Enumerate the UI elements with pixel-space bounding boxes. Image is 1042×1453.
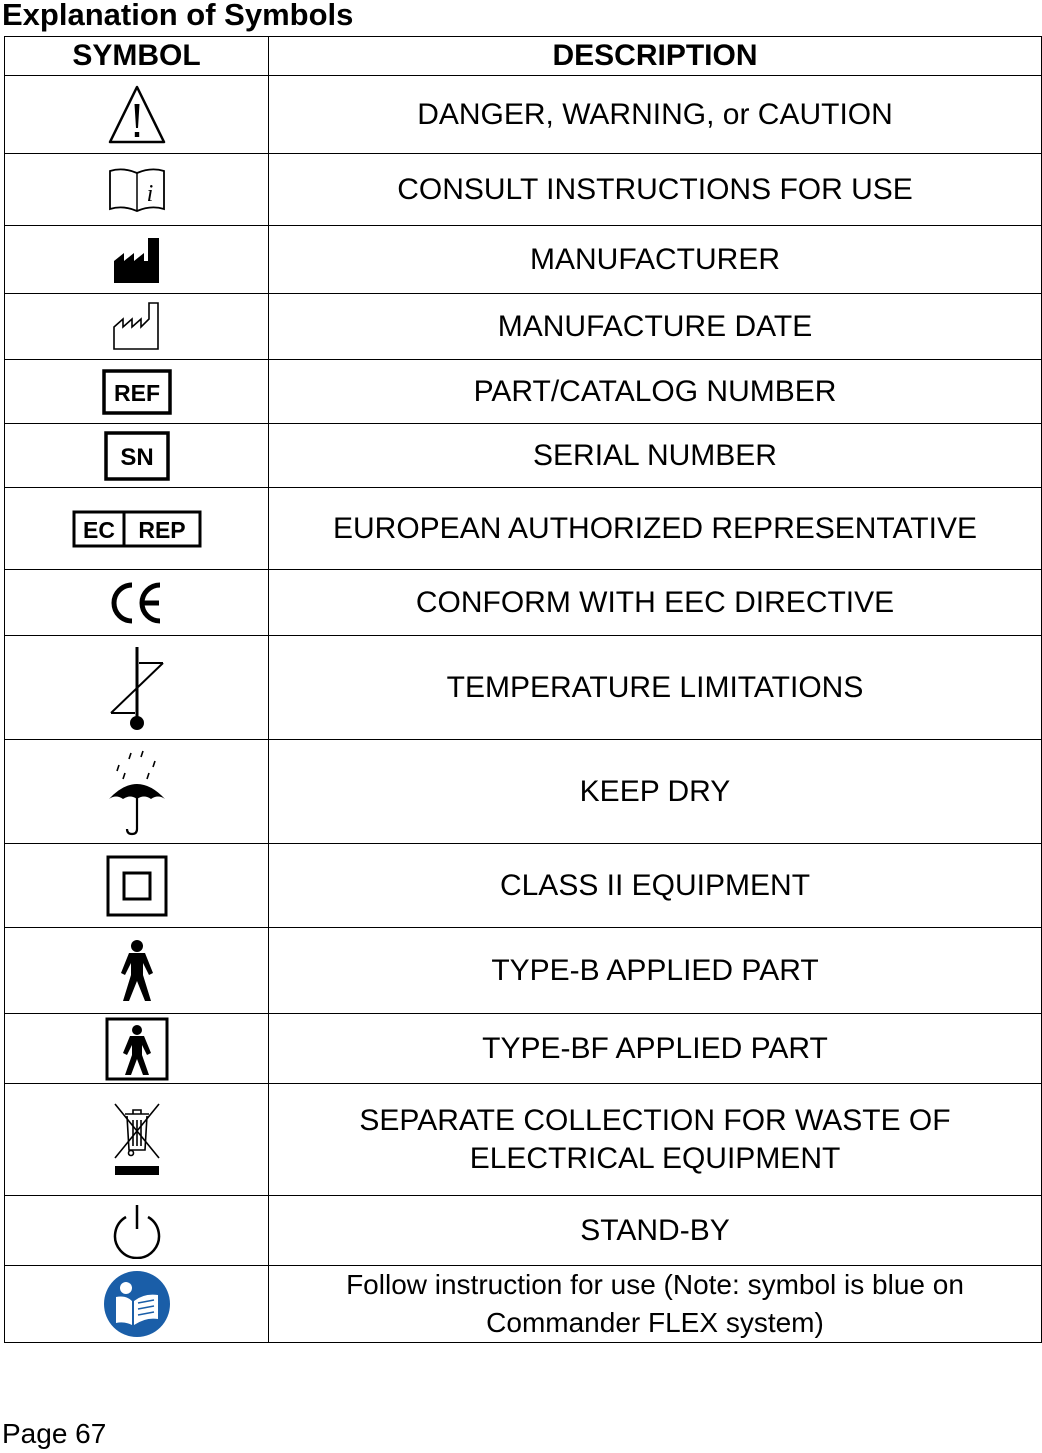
sn-icon	[104, 431, 170, 481]
warning-triangle-icon	[107, 84, 167, 146]
description-line: ELECTRICAL EQUIPMENT	[469, 1141, 841, 1175]
description-line: Commander FLEX system)	[486, 1307, 824, 1338]
description-cell	[269, 1084, 1042, 1196]
symbol-column-header: SYMBOL	[5, 37, 269, 76]
table-row	[5, 570, 1042, 636]
table-row	[5, 424, 1042, 488]
table-row	[5, 1196, 1042, 1266]
consult-instructions-icon	[107, 167, 167, 213]
table-row	[5, 154, 1042, 226]
description-cell: EUROPEAN AUTHORIZED REPRESENTATIVE	[269, 488, 1042, 570]
description-column-header: DESCRIPTION	[269, 37, 1042, 76]
description-cell	[269, 1266, 1042, 1343]
person-icon	[115, 939, 159, 1003]
table-row	[5, 294, 1042, 360]
table-row	[5, 360, 1042, 424]
ce-mark-icon	[110, 581, 164, 625]
manufacturer-icon	[112, 235, 162, 285]
description-cell: CONFORM WITH EEC DIRECTIVE	[269, 570, 1042, 636]
ec-rep-icon	[72, 510, 202, 548]
description-cell: KEEP DRY	[269, 740, 1042, 844]
umbrella-icon	[105, 747, 169, 837]
svg-text:REP: REP	[137, 516, 186, 543]
table-row	[5, 1014, 1042, 1084]
thermometer-icon	[105, 643, 169, 733]
double-square-icon	[106, 855, 168, 917]
description-line: SEPARATE COLLECTION FOR WASTE OF	[359, 1103, 951, 1137]
description-cell: DANGER, WARNING, or CAUTION	[269, 76, 1042, 154]
blue-manual-icon	[102, 1269, 172, 1339]
table-row	[5, 636, 1042, 740]
svg-text:REF: REF	[113, 379, 160, 406]
svg-text:SN: SN	[119, 443, 154, 471]
table-row	[5, 488, 1042, 570]
description-cell: PART/CATALOG NUMBER	[269, 360, 1042, 424]
table-header-row	[5, 37, 1042, 76]
description-cell: MANUFACTURE DATE	[269, 294, 1042, 360]
description-cell: TYPE-B APPLIED PART	[269, 928, 1042, 1014]
table-row	[5, 76, 1042, 154]
description-cell: CONSULT INSTRUCTIONS FOR USE	[269, 154, 1042, 226]
manufacture-date-icon	[111, 301, 163, 353]
symbols-table	[4, 36, 1042, 1343]
table-row	[5, 1084, 1042, 1196]
description-cell: SERIAL NUMBER	[269, 424, 1042, 488]
description-cell: TEMPERATURE LIMITATIONS	[269, 636, 1042, 740]
svg-text:i: i	[146, 180, 153, 207]
description-cell: STAND-BY	[269, 1196, 1042, 1266]
table-row	[5, 226, 1042, 294]
page-number: Page 67	[2, 1418, 107, 1449]
description-cell: MANUFACTURER	[269, 226, 1042, 294]
table-row	[5, 928, 1042, 1014]
table-row	[5, 844, 1042, 928]
description-cell: TYPE-BF APPLIED PART	[269, 1014, 1042, 1084]
page-title: Explanation of Symbols	[2, 0, 354, 32]
person-in-box-icon	[105, 1017, 169, 1081]
svg-text:EC: EC	[82, 516, 115, 543]
crossed-bin-icon	[109, 1100, 165, 1180]
ref-icon	[102, 369, 172, 415]
table-row	[5, 1266, 1042, 1343]
power-standby-icon	[110, 1203, 164, 1259]
description-line: Follow instruction for use (Note: symbol is blue on	[346, 1269, 964, 1300]
table-row	[5, 740, 1042, 844]
description-cell: CLASS II EQUIPMENT	[269, 844, 1042, 928]
